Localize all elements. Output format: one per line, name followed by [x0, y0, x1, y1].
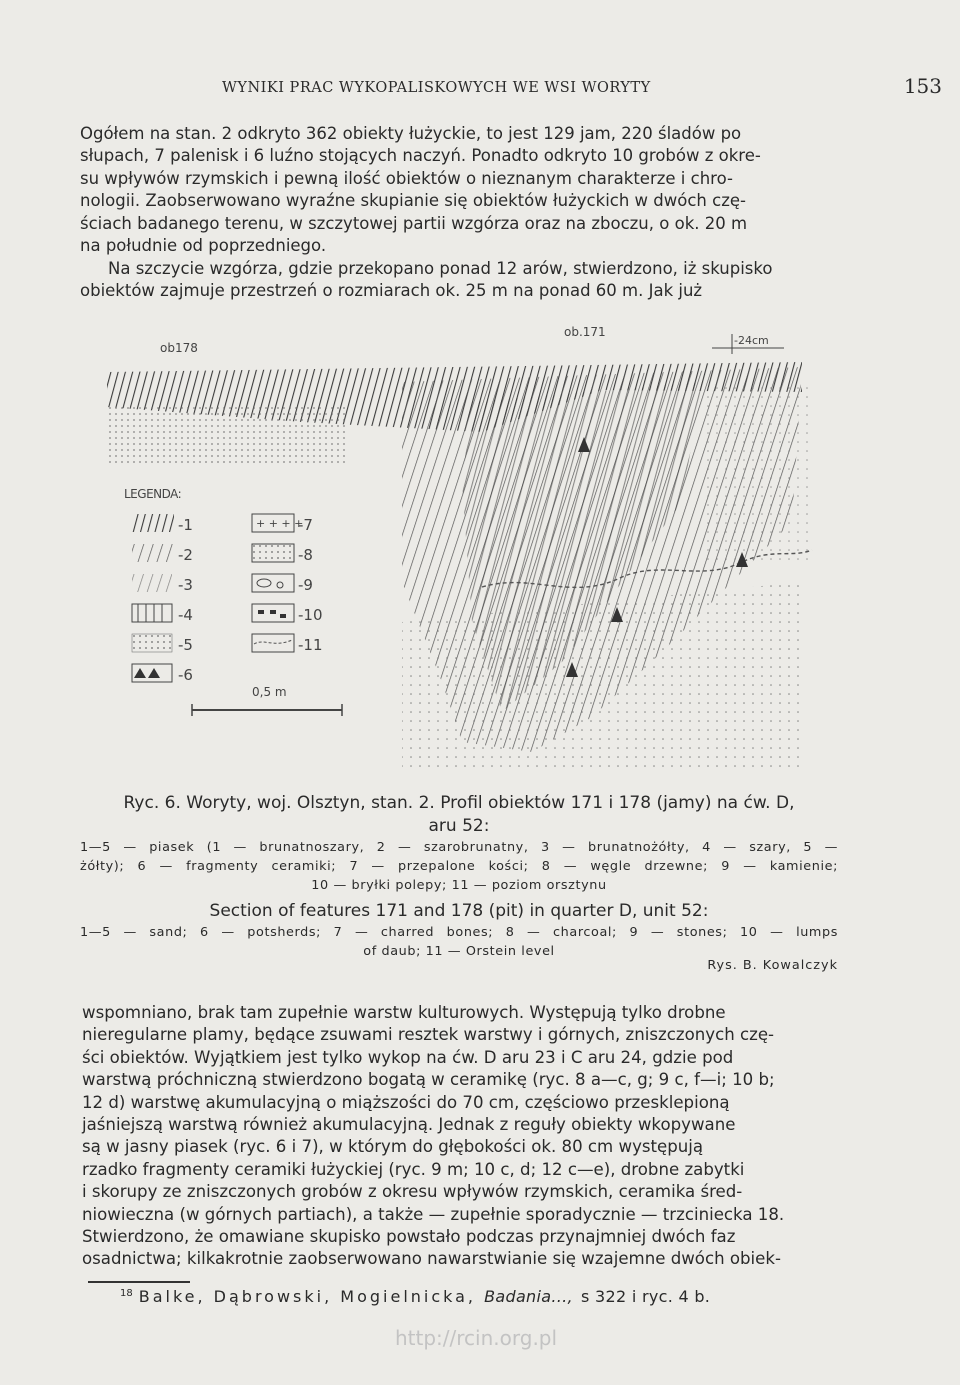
caption-pl-line-1: 1—5 — piasek (1 — brunatnoszary, 2 — szarobrunatny, 3 — brunatnożółty, 4 — szary, 5 —: [80, 840, 838, 855]
legend-item-4: -4: [178, 606, 193, 624]
footnote-number: 18: [120, 1287, 133, 1299]
figure-caption: [80, 792, 838, 895]
footnote-rest: s 322 i ryc. 4 b.: [580, 1287, 711, 1306]
legend-item-9: -9: [298, 576, 313, 594]
text-line: słupach, 7 palenisk i 6 luźno stojących naczyń. Ponadto odkryto 10 grobów z okre-: [80, 146, 761, 166]
legend-item-1: -1: [178, 516, 193, 534]
text-line: Na szczycie wzgórza, gdzie przekopano ponad 12 arów, stwierdzono, iż skupisko: [108, 259, 773, 278]
legend-right: [252, 514, 323, 654]
text-line: jaśniejszą warstwą również akumulacyjną. Jednak z reguły obiekty wkopywane: [82, 1115, 736, 1135]
label-depth: -24cm: [734, 334, 769, 347]
legend-item-6: -6: [178, 666, 193, 684]
text-line: Ogółem na stan. 2 odkryto 362 obiekty łużyckie, to jest 129 jam, 220 śladów po: [80, 124, 742, 143]
text-line: rzadko fragmenty ceramiki łużyckiej (ryc. 9 m; 10 c, d; 12 c—e), drobne zabytki: [82, 1159, 745, 1179]
text-line: i skorupy ze zniszczonych grobów z okresu wpływów rzymskich, ceramika śred-: [82, 1182, 743, 1202]
legend-item-2: -2: [178, 546, 193, 564]
legend-item-5: -5: [178, 636, 193, 654]
text-line: niowieczna (w górnych partiach), a także — zupełnie sporadycznie — trzciniecka 18.: [82, 1204, 785, 1224]
footnote-title: Badania...,: [484, 1287, 573, 1306]
caption-title-line-1: Ryc. 6. Woryty, woj. Olsztyn, stan. 2. Profil obiektów 171 i 178 (jamy) na ćw. D,: [123, 793, 795, 813]
paragraph-1: [80, 123, 840, 257]
watermark: http://rcin.org.pl: [395, 1326, 558, 1350]
legend-title: LEGENDA:: [124, 487, 182, 501]
legend-item-10: -10: [298, 606, 323, 624]
footnote-rule: [88, 1281, 190, 1283]
footnote-authors: Balke, Dąbrowski, Mogielnicka,: [138, 1287, 477, 1306]
caption-title-line-2: aru 52:: [428, 816, 490, 836]
paragraph-2: [80, 258, 840, 303]
text-line: warstwą próchniczną stwierdzono bogatą w ceramikę (ryc. 8 a—c, g; 9 c, f—i; 10 b;: [82, 1070, 775, 1090]
legend-item-11: -11: [298, 636, 323, 654]
text-line: są w jasny piasek (ryc. 6 i 7), w którym do głębokości ok. 80 cm występują: [82, 1137, 704, 1157]
caption-pl-line-3: 10 — bryłki polepy; 11 — poziom orsztynu: [311, 878, 607, 893]
svg-text:+ + + +: + + + +: [256, 517, 304, 530]
caption-en-line-2: of daub; 11 — Orstein level: [363, 944, 555, 959]
profile-drawing: [102, 322, 822, 777]
page-number: 153: [903, 74, 942, 98]
label-ob171: ob.171: [564, 325, 606, 339]
paragraph-3: [82, 1002, 838, 1271]
text-line: 12 d) warstwę akumulacyjną o miąższości do 70 cm, częściowo przesklepioną: [82, 1092, 730, 1112]
scale-label: 0,5 m: [252, 685, 287, 699]
caption-pl-line-2: żółty); 6 — fragmenty ceramiki; 7 — przepalone kości; 8 — węgle drzewne; 9 — kamienie;: [80, 859, 838, 874]
legend-item-3: -3: [178, 576, 193, 594]
legend-item-7: -7: [298, 516, 313, 534]
figure-credit: Rys. B. Kowalczyk: [707, 958, 838, 973]
text-line: nieregularne plamy, będące zsuwami resztek warstwy i górnych, zniszczonych czę-: [82, 1025, 775, 1045]
footnote: [120, 1287, 710, 1306]
text-line: osadnictwa; kilkakrotnie zaobserwowano nawarstwianie się wzajemne dwóch obiek-: [82, 1249, 781, 1269]
legend-left: [132, 514, 193, 684]
running-header: [82, 72, 942, 102]
legend-item-8: -8: [298, 546, 313, 564]
figure-caption-english: [80, 900, 838, 961]
text-line: ści obiektów. Wyjątkiem jest tylko wykop na ćw. D aru 23 i C aru 24, gdzie pod: [82, 1047, 734, 1067]
text-line: nologii. Zaobserwowano wyraźne skupianie się obiektów łużyckich w dwóch czę-: [80, 191, 746, 211]
text-line: wspomniano, brak tam zupełnie warstw kulturowych. Występują tylko drobne: [82, 1003, 726, 1022]
text-line: su wpływów rzymskich i pewną ilość obiektów o nieznanym charakterze i chro-: [80, 168, 733, 188]
text-line: Stwierdzono, że omawiane skupisko powstało podczas przynajmniej dwóch faz: [82, 1227, 736, 1247]
caption-en-line-1: 1—5 — sand; 6 — potsherds; 7 — charred bones; 8 — charcoal; 9 — stones; 10 — lumps: [80, 925, 838, 940]
running-title: WYNIKI PRAC WYKOPALISKOWYCH WE WSI WORYTY: [222, 80, 651, 96]
label-ob178: ob178: [160, 341, 198, 355]
profile-figure: [102, 322, 822, 777]
text-line: obiektów zajmuje przestrzeń o rozmiarach ok. 25 m na ponad 60 m. Jak już: [80, 281, 703, 301]
text-line: na południe od poprzedniego.: [80, 236, 327, 256]
caption-en-title: Section of features 171 and 178 (pit) in quarter D, unit 52:: [209, 901, 709, 921]
text-line: ściach badanego terenu, w szczytowej partii wzgórza oraz na zboczu, o ok. 20 m: [80, 213, 748, 233]
